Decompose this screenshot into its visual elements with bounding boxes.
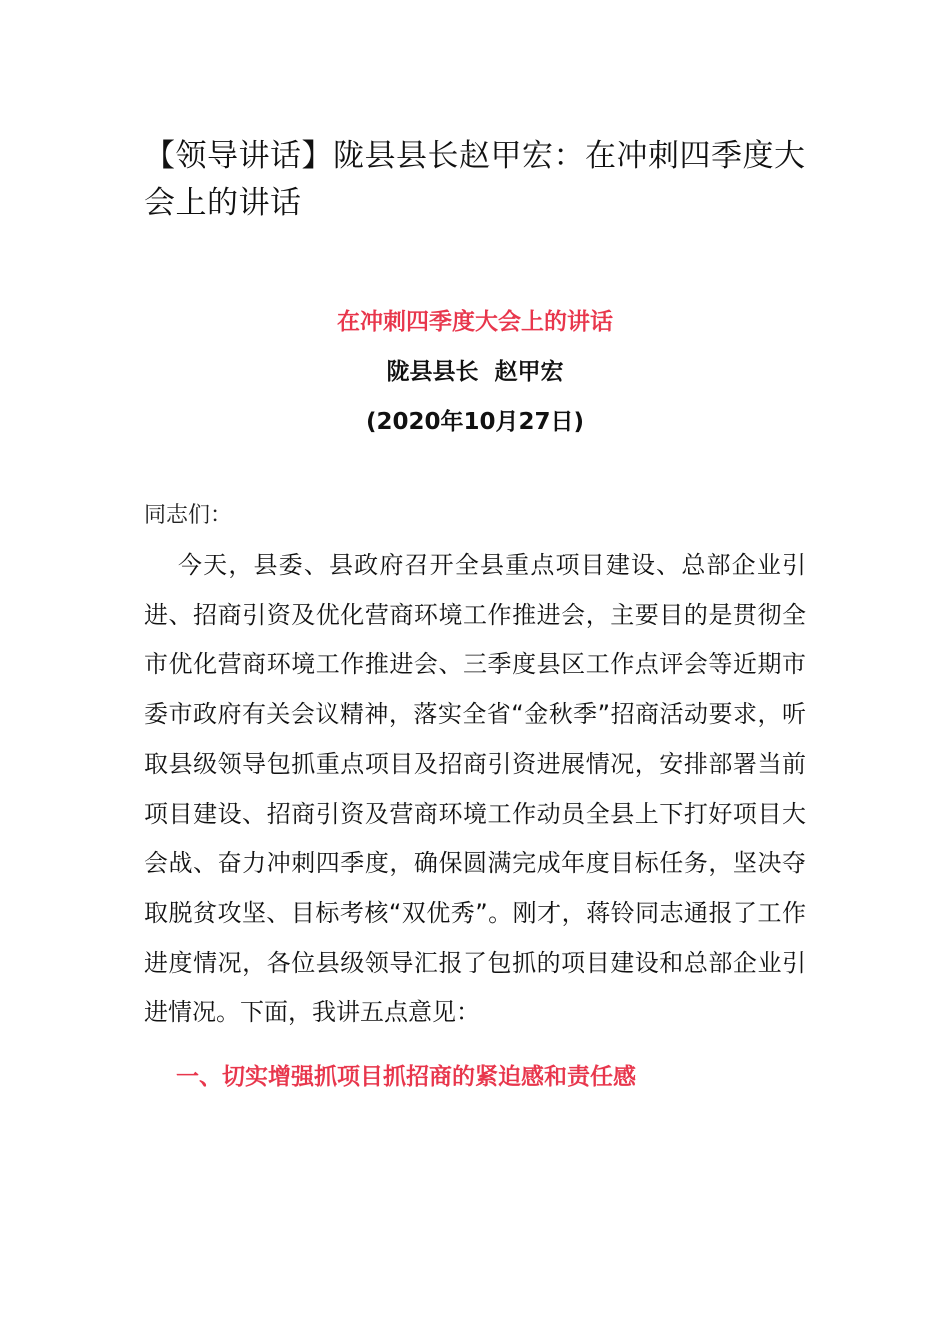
speech-header	[144, 309, 806, 435]
section-heading: 一、切实增强抓项目抓招商的紧迫感和责任感	[176, 1064, 636, 1091]
body-paragraph: 今天，县委、县政府召开全县重点项目建设、总部企业引进、招商引资及优化营商环境工作推进会，主要目的是贯彻全市优化营商环境工作推进会、三季度县区工作点评会等近期市委市政府有关会议精神，落实全省“金秋季”招商活动要求，听取县级领导包抓重点项目及招商引资进展情况，安排部署当前项目建设、招商引资及营商环境工作动员全县上下打好项目大会战、奋力冲刺四季度，确保圆满完成年度目标任务，坚决夺取脱贫攻坚、目标考核“双优秀”。刚才，蒋铃同志通报了工作进度情况，各位县级领导汇报了包抓的项目建设和总部企业引进情况。下面，我讲五点意见：	[144, 551, 806, 1027]
speaker-line: 陇县县长 赵甲宏	[386, 359, 564, 385]
document-title: 【领导讲话】陇县县长赵甲宏：在冲刺四季度大会上的讲话	[144, 138, 806, 221]
speech-title: 在冲刺四季度大会上的讲话	[337, 309, 613, 335]
speech-date: (2020年10月27日)	[365, 409, 585, 435]
salutation: 同志们：	[144, 503, 233, 528]
